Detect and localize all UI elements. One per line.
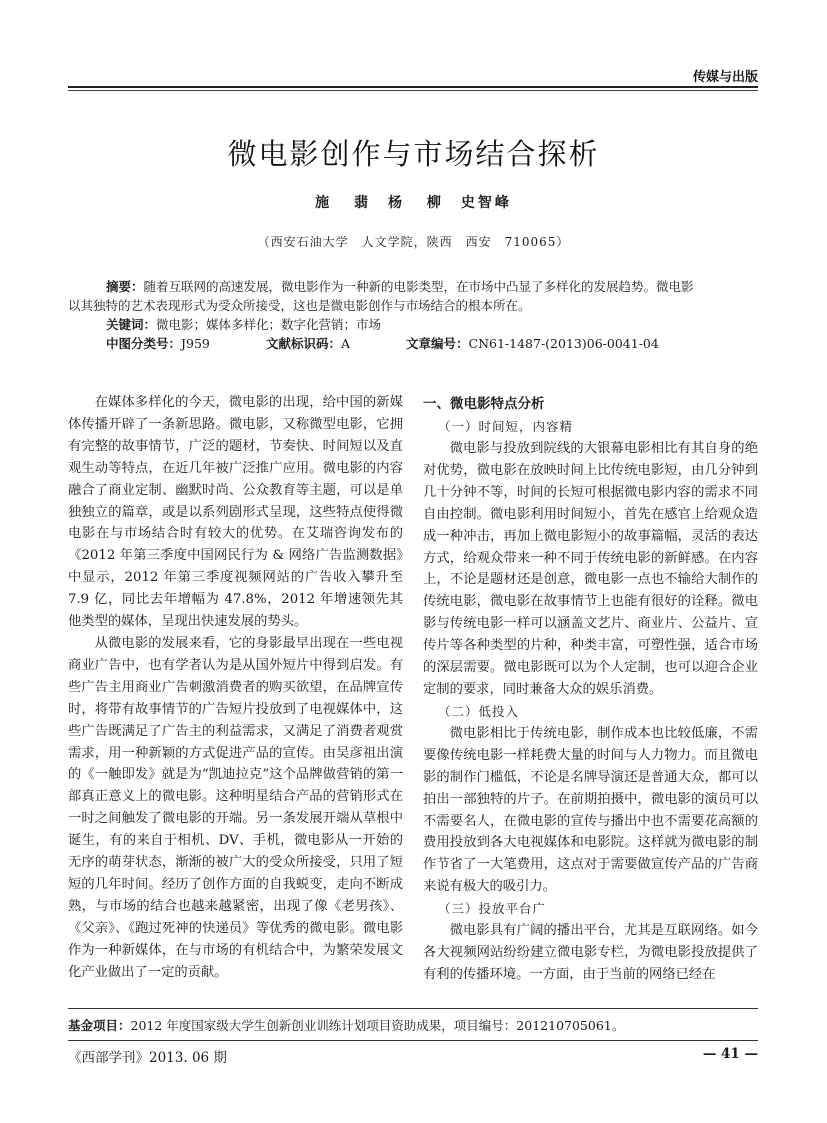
article-number-field	[406, 334, 659, 353]
abstract-text-1: 随着互联网的高速发展，微电影作为一种新的电影类型，在市场中凸显了多样化的发展趋势。微电影	[143, 279, 694, 294]
footnote-rule	[68, 1008, 758, 1009]
subsection-heading: （二）低投入	[438, 703, 520, 719]
author-affiliation: （西安石油大学 人文学院，陕西 西安 710065）	[257, 235, 570, 249]
journal-issue: 《西部学刊》2013. 06 期	[68, 1050, 227, 1066]
body-column-right	[423, 392, 758, 986]
article-number-value: CN61-1487-(2013)06-0041-04	[468, 336, 659, 351]
body-paragraph: 在媒体多样化的今天，微电影的出现，给中国的新媒体传播开辟了一条新思路。微电影，又称微型电影，它拥有完整的故事情节，广泛的题材，节奏快、时间短以及直观生动等特点，在近几年被广泛推广应用。微电影的内容融合了商业定制、幽默时尚、公众教育等主题，可以是单独独立的篇章，或是以系列剧形式呈现，这些特点使得微电影在与市场结合时有较大的优势。在艾瑞咨询发布的《2012 年第三季度中国网民行为 & 网络广告监测数据》中显示，2012 年第三季度视频网站的广告收入攀升至 7.9 亿，同比去年增幅为 47.8%，2012 年增速领先其他类型的媒体，呈现出快速发展的势头。	[68, 395, 403, 630]
body-paragraph: 从微电影的发展来看，它的身影最早出现在一些电视商业广告中，也有学者认为是从国外短片中得到启发。有些广告主用商业广告刺激消费者的购买欲望，在品牌宣传时，将带有故事情节的广告短片投放到了电视媒体中，这些广告既满足了广告主的利益需求，又满足了消费者观赏需求，用一种新颖的方式促进产品的宣传。由吴彦祖出演的《一触即发》就是为“凯迪拉克”这个品牌做营销的第一部真正意义上的微电影。这种明星结合产品的营销形式在一时之间触发了微电影的开端。另一条发展开端从草根中诞生，有的来自于相机、DV、手机，微电影从一开始的无序的萌芽状态，渐渐的被广大的受众所接受，只用了短短的几年时间。经历了创作方面的自我蜕变，走向不断成熟，与市场的结合也越来越紧密，出现了像《老男孩》、《父亲》、《跑过死神的快递员》等优秀的微电影。微电影作为一种新媒体，在与市场的有机结合中，为繁荣发展文化产业做出了一定的贡献。	[68, 635, 403, 980]
body-paragraph: 微电影与投放到院线的大银幕电影相比有其自身的绝对优势，微电影在放映时间上比传统电影短，由几分钟到几十分钟不等，时间的长短可根据微电影内容的需求不同自由控制。微电影利用时间短小，首先在感官上给观众造成一种冲击，再加上微电影短小的故事篇幅，灵活的表达方式，给观众带来一种不同于传统电影的新鲜感。在内容上，不论是题材还是创意，微电影一点也不输给大制作的传统电影，微电影在故事情节上也能有很好的诠释。微电影与传统电影一样可以涵盖文艺片、商业片、公益片、宣传片等各种类型的片种，种类丰富，可塑性强，适合市场的深层需要。微电影既可以为个人定制，也可以迎合企业定制的要求，同时兼备大众的娱乐消费。	[423, 441, 758, 697]
footer-rule	[68, 1040, 758, 1041]
classification-row	[68, 334, 758, 353]
header-rule-thin	[68, 90, 758, 91]
clc-value: J959	[181, 336, 210, 351]
journal-section-label: 传媒与出版	[692, 70, 758, 85]
body-column-left	[68, 392, 403, 983]
clc-field	[106, 334, 266, 353]
article-title: 微电影创作与市场结合探析	[227, 137, 600, 171]
abstract-text-2: 以其独特的艺术表现形式为受众所接受，这也是微电影创作与市场结合的根本所在。	[68, 298, 531, 313]
page-number: — 41 —	[702, 1046, 758, 1062]
abstract-line-1	[68, 277, 758, 296]
funding-label: 基金项目：	[68, 1018, 131, 1033]
clc-label: 中图分类号：	[106, 336, 182, 351]
article-authors: 施 翡 杨 柳 史智峰	[315, 195, 512, 211]
doc-code-value: A	[341, 336, 351, 351]
subsection-heading: （一）时间短，内容精	[438, 419, 574, 434]
keywords-label: 关键词：	[106, 317, 157, 332]
article-number-label: 文章编号：	[406, 336, 469, 351]
header-rule	[68, 86, 758, 88]
keywords-line	[68, 315, 758, 334]
subsection-heading: （三）投放平台广	[438, 901, 547, 917]
body-paragraph: 微电影相比于传统电影，制作成本也比较低廉，不需要像传统电影一样耗费大量的时间与人力物力。而且微电影的制作门槛低，不论是名牌导演还是普通大众，都可以拍出一部独特的片子。在前期拍摄中，微电影的演员可以不需要名人，在微电影的宣传与播出中也不需要花高额的费用投放到各大电视媒体和电影院。这样就为微电影的制作节省了一大笔费用，这点对于需要做宣传产品的广告商来说有极大的吸引力。	[423, 725, 758, 895]
section-heading: 一、微电影特点分析	[423, 396, 545, 412]
abstract-block	[68, 277, 758, 353]
doc-code-field	[266, 334, 406, 353]
funding-footnote	[68, 1016, 758, 1034]
keywords: 微电影；媒体多样化；数字化营销；市场	[156, 317, 382, 332]
doc-code-label: 文献标识码：	[266, 336, 342, 351]
funding-text: 2012 年度国家级大学生创新创业训练计划项目资助成果，项目编号：201210705061。	[130, 1018, 625, 1033]
body-paragraph: 微电影具有广阔的播出平台，尤其是互联网络。如今各大视频网站纷纷建立微电影专栏，为微电影投放提供了有利的传播环境。一方面，由于当前的网络已经在	[423, 923, 758, 982]
abstract-label: 摘要：	[106, 279, 144, 294]
